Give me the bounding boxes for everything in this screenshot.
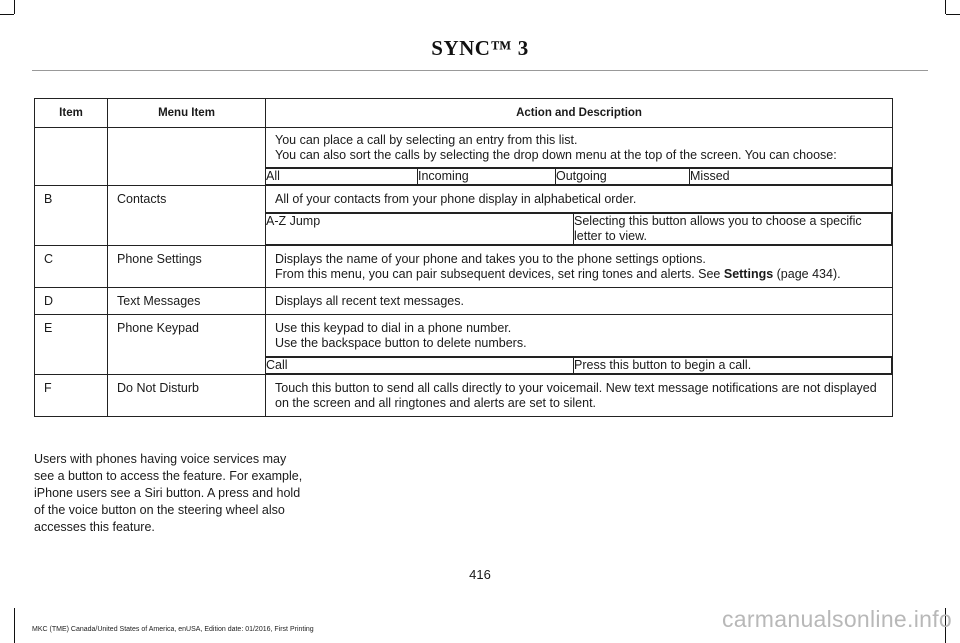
cell-item-d: D <box>35 288 108 315</box>
call-label: Call <box>266 358 574 374</box>
cell-az-jump <box>266 213 893 246</box>
call-subtable <box>266 357 892 374</box>
header-divider <box>32 70 928 71</box>
cell-do-not-disturb-desc: Touch this button to send all calls directly to your voicemail. New text message notifications are not displayed on the screen and all ringtones and alerts are set to silent. <box>266 375 893 417</box>
table-row-calls <box>35 128 893 168</box>
cell-menu-empty <box>108 128 266 186</box>
cell-item-empty <box>35 128 108 186</box>
phone-settings-line-1: Displays the name of your phone and takes you to the phone settings options. <box>275 252 706 266</box>
option-all: All <box>266 169 418 185</box>
cell-phone-keypad-desc <box>266 315 893 357</box>
cell-item-c: C <box>35 246 108 288</box>
phone-keypad-line-1: Use this keypad to dial in a phone number. <box>275 321 512 335</box>
calls-line-1: You can place a call by selecting an entry from this list. <box>275 133 578 147</box>
header-menu-item: Menu Item <box>108 99 266 128</box>
footnote-paragraph: Users with phones having voice services may see a button to access the feature. For example, iPhone users see a Siri button. A press and hold of the voice button on the steering wheel also accesses this feature. <box>34 452 303 534</box>
cell-call <box>266 357 893 375</box>
calls-line-2: You can also sort the calls by selecting the drop down menu at the top of the screen. You can choose: <box>275 148 837 162</box>
cell-item-f: F <box>35 375 108 417</box>
feature-table <box>34 98 893 417</box>
watermark: carmanualsonline.info <box>721 606 952 632</box>
cell-phone-settings-desc <box>266 246 893 288</box>
footer-edition-info: MKC (TME) Canada/United States of America, enUSA, Edition date: 01/2016, First Printing <box>32 626 314 633</box>
table-row-phone-keypad <box>35 315 893 357</box>
table-row-text-messages <box>35 288 893 315</box>
crop-mark-top-left <box>14 0 15 14</box>
header-item: Item <box>35 99 108 128</box>
cell-item-e: E <box>35 315 108 375</box>
option-outgoing: Outgoing <box>556 169 690 185</box>
crop-mark-top-left-h <box>0 14 14 15</box>
phone-keypad-line-2: Use the backspace button to delete numbers. <box>275 336 527 350</box>
option-missed: Missed <box>690 169 892 185</box>
cell-calls-desc <box>266 128 893 168</box>
header-action: Action and Description <box>266 99 893 128</box>
cell-text-messages-desc: Displays all recent text messages. <box>266 288 893 315</box>
table-header-row <box>35 99 893 128</box>
table-row-do-not-disturb <box>35 375 893 417</box>
az-jump-subtable <box>266 213 892 245</box>
call-desc: Press this button to begin a call. <box>574 358 892 374</box>
page-number: 416 <box>469 567 491 582</box>
crop-mark-top-right-h <box>946 14 960 15</box>
table-row-phone-settings <box>35 246 893 288</box>
cell-menu-phone-keypad: Phone Keypad <box>108 315 266 375</box>
crop-mark-top-right <box>945 0 946 14</box>
cell-menu-text-messages: Text Messages <box>108 288 266 315</box>
crop-mark-bottom-left <box>14 608 15 643</box>
settings-link[interactable]: Settings <box>723 267 774 281</box>
cell-menu-contacts: Contacts <box>108 186 266 246</box>
call-options-subtable <box>266 168 892 185</box>
option-incoming: Incoming <box>418 169 556 185</box>
cell-menu-do-not-disturb: Do Not Disturb <box>108 375 266 417</box>
az-jump-label: A-Z Jump <box>266 214 574 245</box>
cell-call-options <box>266 168 893 186</box>
cell-contacts-desc: All of your contacts from your phone display in alphabetical order. <box>266 186 893 213</box>
page-header-title: SYNC™ 3 <box>431 36 529 60</box>
cell-menu-phone-settings: Phone Settings <box>108 246 266 288</box>
table-row-contacts <box>35 186 893 213</box>
az-jump-desc: Selecting this button allows you to choose a specific letter to view. <box>574 214 892 245</box>
phone-settings-line-2: From this menu, you can pair subsequent devices, set ring tones and alerts. See Settings (page 434). <box>275 267 841 281</box>
cell-item-b: B <box>35 186 108 246</box>
